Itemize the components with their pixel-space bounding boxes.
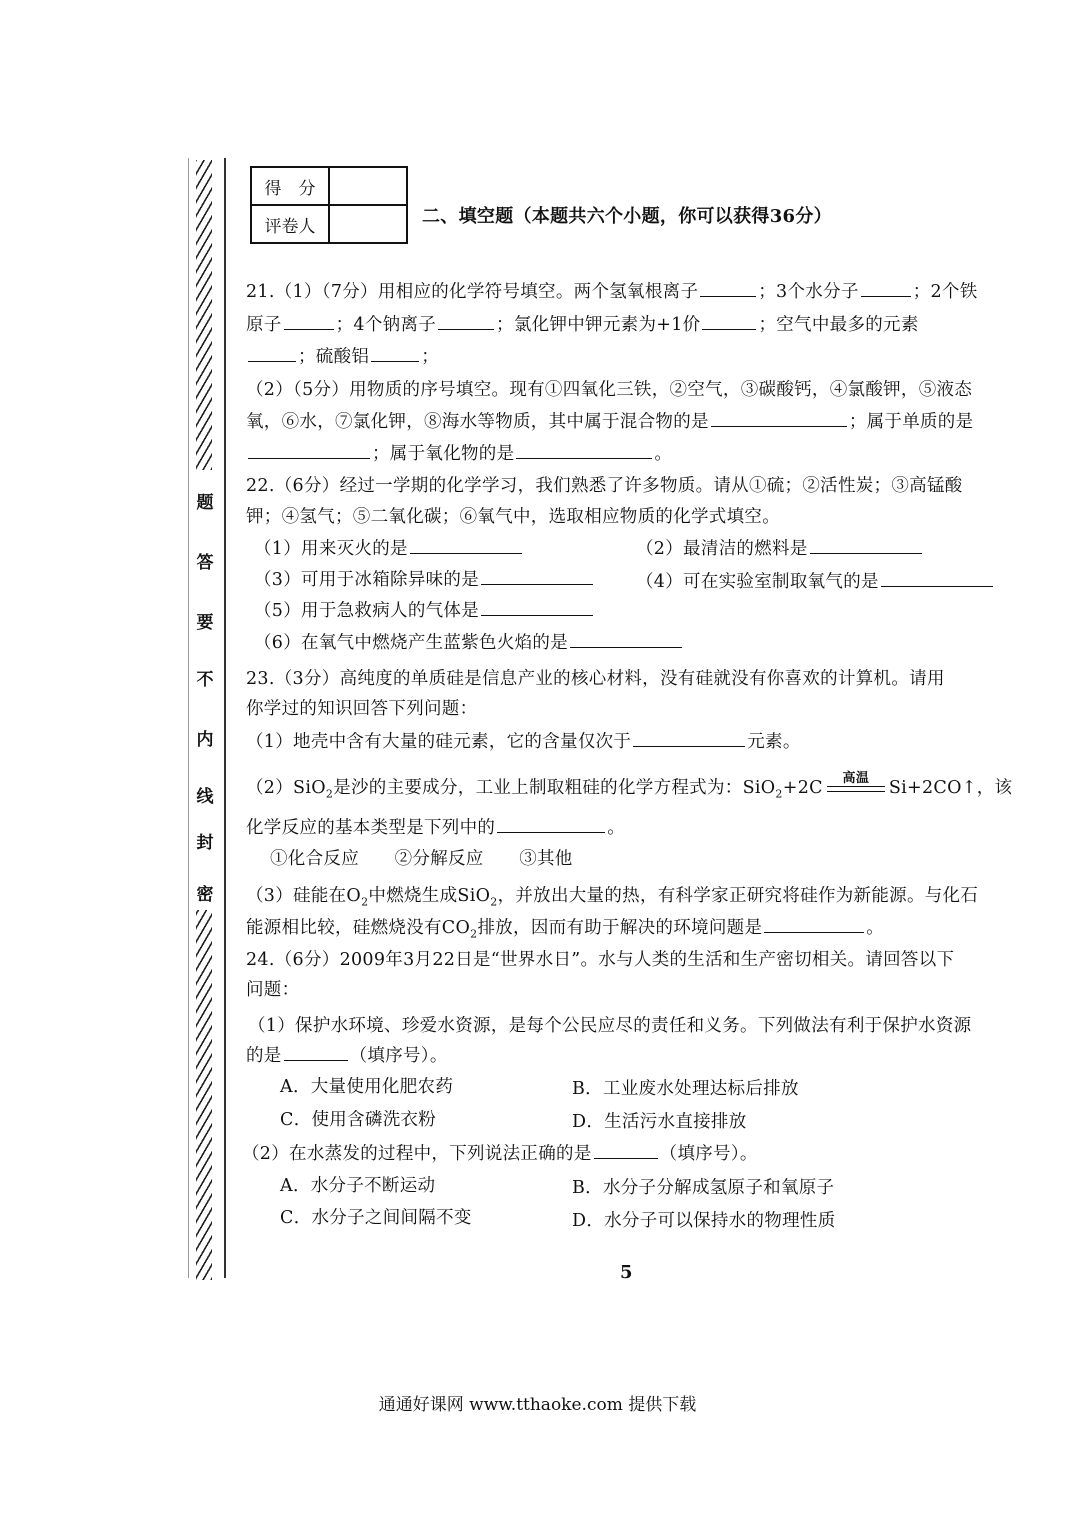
q24-option-2d: D．水分子可以保持水的物理性质: [572, 1211, 836, 1231]
q23-line-4: （2）SiO$_2$是沙的主要成分，工业上制取粗硅的化学方程式为：SiO$_2$+2C 高温 Si+2CO↑，该: [246, 770, 1013, 801]
answer-blank[interactable]: [284, 312, 334, 330]
answer-blank[interactable]: [711, 409, 847, 427]
answer-blank[interactable]: [284, 1043, 348, 1061]
answer-blank[interactable]: [594, 1141, 658, 1159]
q24-option-2a: A．水分子不断运动: [280, 1176, 436, 1196]
q21-line-2: 原子 ；4个钠离子 ；氯化钾中钾元素为+1价 ；空气中最多的元素: [246, 311, 919, 336]
q24-line-4: 的是 （填序号）。: [246, 1042, 448, 1067]
binding-hatch-bottom: [196, 910, 212, 1280]
q22-line-1: 22.（6分）经过一学期的化学学习，我们熟悉了许多物质。请从①硫；②活性炭；③高锰酸: [246, 476, 963, 496]
q24-option-a: A．大量使用化肥农药: [280, 1077, 454, 1097]
q24-option-2c: C．水分子之间间隔不变: [280, 1208, 472, 1228]
score-label: 得 分: [251, 167, 329, 205]
q23-line-2: 你学过的知识回答下列问题：: [246, 699, 478, 719]
answer-blank[interactable]: [570, 630, 682, 648]
q21-line-6: ；属于氧化物的是 。: [246, 440, 672, 465]
q24-line-2: 问题：: [246, 980, 300, 1000]
q22-item-1: （1）用来灭火的是: [254, 535, 524, 560]
page-margin-line: [224, 158, 226, 1278]
binding-char: 不: [196, 670, 214, 690]
answer-blank[interactable]: [633, 729, 745, 747]
q24-option-d: D．生活污水直接排放: [572, 1112, 747, 1132]
q21-line-3: ；硫酸铝 ；: [246, 343, 439, 368]
binding-char: 内: [196, 730, 214, 750]
answer-blank[interactable]: [702, 312, 756, 330]
answer-blank[interactable]: [764, 915, 864, 933]
q24-line-1: 24.（6分）2009年3月22日是“世界水日”。水与人类的生活和生产密切相关。请回答以下: [246, 950, 955, 970]
binding-hatch-top: [196, 160, 212, 470]
binding-char: 密: [196, 885, 214, 905]
q23-line-1: 23.（3分）高纯度的单质硅是信息产业的核心材料，没有硅就没有你喜欢的计算机。请用: [246, 669, 945, 689]
q21-line-5: 氧，⑥水，⑦氯化钾，⑧海水等物质，其中属于混合物的是 ；属于单质的是: [246, 408, 973, 433]
q22-item-3: （3）可用于冰箱除异味的是: [254, 566, 595, 591]
answer-blank[interactable]: [700, 279, 756, 297]
q22-item-2: （2）最清洁的燃料是: [636, 535, 924, 560]
q22-item-5: （5）用于急救病人的气体是: [254, 597, 595, 622]
answer-blank[interactable]: [861, 279, 911, 297]
answer-blank[interactable]: [881, 569, 993, 587]
page-number: 5: [620, 1262, 633, 1283]
binding-char: 要: [196, 613, 214, 633]
answer-blank[interactable]: [438, 312, 494, 330]
binding-char: 封: [196, 833, 214, 853]
answer-blank[interactable]: [810, 536, 922, 554]
q23-line-3: （1）地壳中含有大量的硅元素，它的含量仅次于 元素。: [246, 728, 801, 753]
answer-blank[interactable]: [248, 344, 296, 362]
grader-cell[interactable]: [329, 205, 407, 243]
q23-line-6: （3）硅能在$O_2$中燃烧生成SiO$_2$，并放出大量的热，有科学家正研究将硅作为新能源。与化石: [246, 886, 979, 909]
binding-char: 线: [196, 787, 214, 807]
q22-item-4: （4）可在实验室制取氧气的是: [636, 568, 995, 593]
reaction-condition: 高温: [827, 779, 885, 799]
q24-option-b: B．工业废水处理达标后排放: [572, 1079, 799, 1099]
q24-line-5: （2）在水蒸发的过程中，下列说法正确的是 （填序号）。: [242, 1140, 758, 1165]
q22-line-2: 钾；④氢气；⑤二氧化碳；⑥氧气中，选取相应物质的化学式填空。: [246, 507, 780, 527]
q24-option-2b: B．水分子分解成氢原子和氧原子: [572, 1178, 835, 1198]
section-title: 二、填空题（本题共六个小题，你可以获得36分）: [422, 206, 832, 227]
answer-blank[interactable]: [481, 567, 593, 585]
q23-line-7: 能源相比较，硅燃烧没有$CO_2$排放，因而有助于解决的环境问题是 。: [246, 914, 884, 941]
answer-blank[interactable]: [497, 815, 605, 833]
grader-label: 评卷人: [251, 205, 329, 243]
binding-strip-rule: [188, 158, 189, 1278]
answer-blank[interactable]: [371, 344, 419, 362]
q22-item-6: （6）在氧气中燃烧产生蓝紫色火焰的是: [254, 629, 684, 654]
q23-line-5: 化学反应的基本类型是下列中的 。: [246, 814, 625, 839]
answer-blank[interactable]: [481, 598, 593, 616]
q21-line-4: （2）（5分）用物质的序号填空。现有①四氧化三铁，②空气，③碳酸钙，④氯酸钾，⑤液态: [246, 380, 973, 400]
q21-line-1: 21.（1）（7分）用相应的化学符号填空。两个氢氧根离子 ；3个水分子 ；2个铁: [246, 278, 978, 303]
q24-option-c: C．使用含磷洗衣粉: [280, 1110, 437, 1130]
binding-char: 题: [196, 493, 214, 513]
q23-options: ①化合反应 ②分解反应 ③其他: [270, 849, 573, 869]
answer-blank[interactable]: [248, 441, 370, 459]
footer-credit: 通通好课网 www.tthaoke.com 提供下载: [378, 1395, 697, 1415]
q24-line-3: （1）保护水环境、珍爱水资源，是每个公民应尽的责任和义务。下列做法有利于保护水资源: [248, 1016, 972, 1036]
answer-blank[interactable]: [516, 441, 652, 459]
score-table: [250, 166, 408, 244]
binding-char: 答: [196, 553, 214, 573]
score-cell[interactable]: [329, 167, 407, 205]
answer-blank[interactable]: [410, 536, 522, 554]
